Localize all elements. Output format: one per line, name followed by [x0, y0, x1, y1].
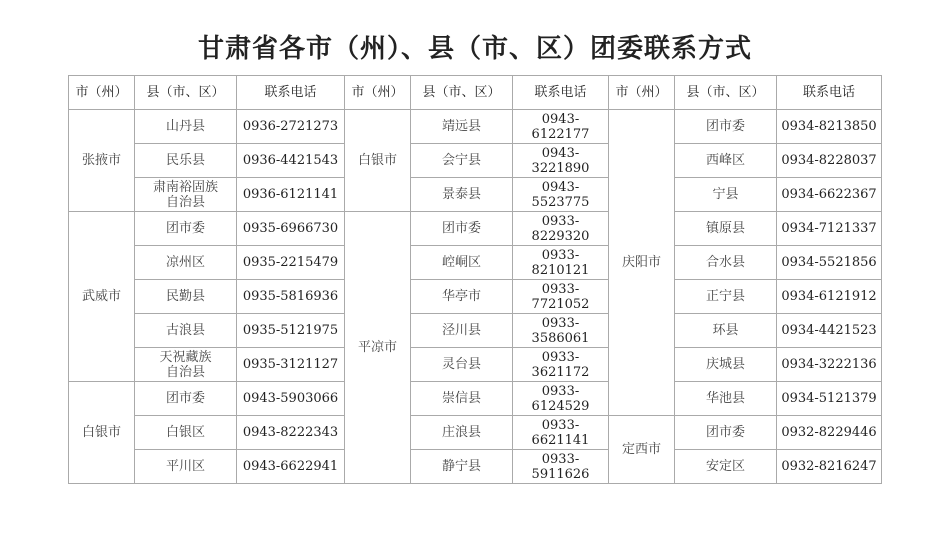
county-cell: 宁县 — [675, 178, 777, 212]
column-header: 联系电话 — [237, 76, 345, 110]
county-cell: 靖远县 — [411, 110, 513, 144]
county-cell: 合水县 — [675, 246, 777, 280]
phone-cell: 0935-6966730 — [237, 212, 345, 246]
phone-cell: 0932-8216247 — [777, 450, 882, 484]
county-cell: 崇信县 — [411, 382, 513, 416]
city-cell: 白银市 — [69, 382, 135, 484]
phone-cell: 0933-7721052 — [513, 280, 609, 314]
column-header: 市（州） — [609, 76, 675, 110]
phone-cell: 0936-2721273 — [237, 110, 345, 144]
phone-cell: 0935-2215479 — [237, 246, 345, 280]
phone-cell: 0934-6622367 — [777, 178, 882, 212]
phone-cell: 0934-4421523 — [777, 314, 882, 348]
county-cell: 华池县 — [675, 382, 777, 416]
phone-cell: 0943-8222343 — [237, 416, 345, 450]
county-cell: 民勤县 — [135, 280, 237, 314]
county-cell: 山丹县 — [135, 110, 237, 144]
county-cell: 团市委 — [675, 416, 777, 450]
county-cell: 静宁县 — [411, 450, 513, 484]
county-cell: 华亭市 — [411, 280, 513, 314]
table-row — [69, 280, 882, 314]
column-header: 联系电话 — [513, 76, 609, 110]
county-cell: 团市委 — [675, 110, 777, 144]
county-cell: 团市委 — [135, 212, 237, 246]
phone-cell: 0934-3222136 — [777, 348, 882, 382]
column-header: 县（市、区） — [135, 76, 237, 110]
table-row — [69, 450, 882, 484]
table-row — [69, 348, 882, 382]
phone-cell: 0936-4421543 — [237, 144, 345, 178]
phone-cell: 0934-8228037 — [777, 144, 882, 178]
phone-cell: 0935-5121975 — [237, 314, 345, 348]
county-cell: 西峰区 — [675, 144, 777, 178]
county-cell: 环县 — [675, 314, 777, 348]
table-row — [69, 314, 882, 348]
county-cell: 灵台县 — [411, 348, 513, 382]
county-cell: 崆峒区 — [411, 246, 513, 280]
phone-cell: 0943-5523775 — [513, 178, 609, 212]
city-cell: 平凉市 — [345, 212, 411, 484]
column-header: 联系电话 — [777, 76, 882, 110]
table-body — [69, 76, 882, 484]
phone-cell: 0934-6121912 — [777, 280, 882, 314]
phone-cell: 0943-6122177 — [513, 110, 609, 144]
column-header: 县（市、区） — [411, 76, 513, 110]
table-row — [69, 382, 882, 416]
county-cell: 会宁县 — [411, 144, 513, 178]
phone-cell: 0932-8229446 — [777, 416, 882, 450]
city-cell: 白银市 — [345, 110, 411, 212]
county-cell: 安定区 — [675, 450, 777, 484]
phone-cell: 0943-5903066 — [237, 382, 345, 416]
table-header-row — [69, 76, 882, 110]
county-cell: 泾川县 — [411, 314, 513, 348]
county-cell: 团市委 — [135, 382, 237, 416]
county-cell: 白银区 — [135, 416, 237, 450]
phone-cell: 0933-8210121 — [513, 246, 609, 280]
phone-cell: 0934-8213850 — [777, 110, 882, 144]
county-cell: 庆城县 — [675, 348, 777, 382]
phone-cell: 0933-3586061 — [513, 314, 609, 348]
city-cell: 庆阳市 — [609, 110, 675, 416]
column-header: 市（州） — [69, 76, 135, 110]
county-cell: 团市委 — [411, 212, 513, 246]
county-cell: 古浪县 — [135, 314, 237, 348]
table-row — [69, 416, 882, 450]
table-row — [69, 110, 882, 144]
page-title: 甘肃省各市（州）、县（市、区）团委联系方式 — [197, 34, 752, 64]
phone-cell: 0933-6124529 — [513, 382, 609, 416]
table-row — [69, 178, 882, 212]
phone-cell: 0933-6621141 — [513, 416, 609, 450]
county-cell: 民乐县 — [135, 144, 237, 178]
city-cell: 定西市 — [609, 416, 675, 484]
phone-cell: 0943-6622941 — [237, 450, 345, 484]
phone-cell: 0933-3621172 — [513, 348, 609, 382]
county-cell: 平川区 — [135, 450, 237, 484]
phone-cell: 0943-3221890 — [513, 144, 609, 178]
table-row — [69, 246, 882, 280]
phone-cell: 0936-6121141 — [237, 178, 345, 212]
phone-cell: 0933-5911626 — [513, 450, 609, 484]
table-row — [69, 212, 882, 246]
phone-cell: 0935-3121127 — [237, 348, 345, 382]
city-cell: 武威市 — [69, 212, 135, 382]
county-cell: 庄浪县 — [411, 416, 513, 450]
phone-cell: 0934-5121379 — [777, 382, 882, 416]
county-cell: 天祝藏族 自治县 — [135, 348, 237, 382]
county-cell: 景泰县 — [411, 178, 513, 212]
county-cell: 凉州区 — [135, 246, 237, 280]
county-cell: 镇原县 — [675, 212, 777, 246]
city-cell: 张掖市 — [69, 110, 135, 212]
county-cell: 肃南裕固族 自治县 — [135, 178, 237, 212]
table-row — [69, 144, 882, 178]
column-header: 市（州） — [345, 76, 411, 110]
phone-cell: 0934-5521856 — [777, 246, 882, 280]
contact-table — [68, 75, 882, 484]
column-header: 县（市、区） — [675, 76, 777, 110]
county-cell: 正宁县 — [675, 280, 777, 314]
phone-cell: 0933-8229320 — [513, 212, 609, 246]
phone-cell: 0934-7121337 — [777, 212, 882, 246]
phone-cell: 0935-5816936 — [237, 280, 345, 314]
